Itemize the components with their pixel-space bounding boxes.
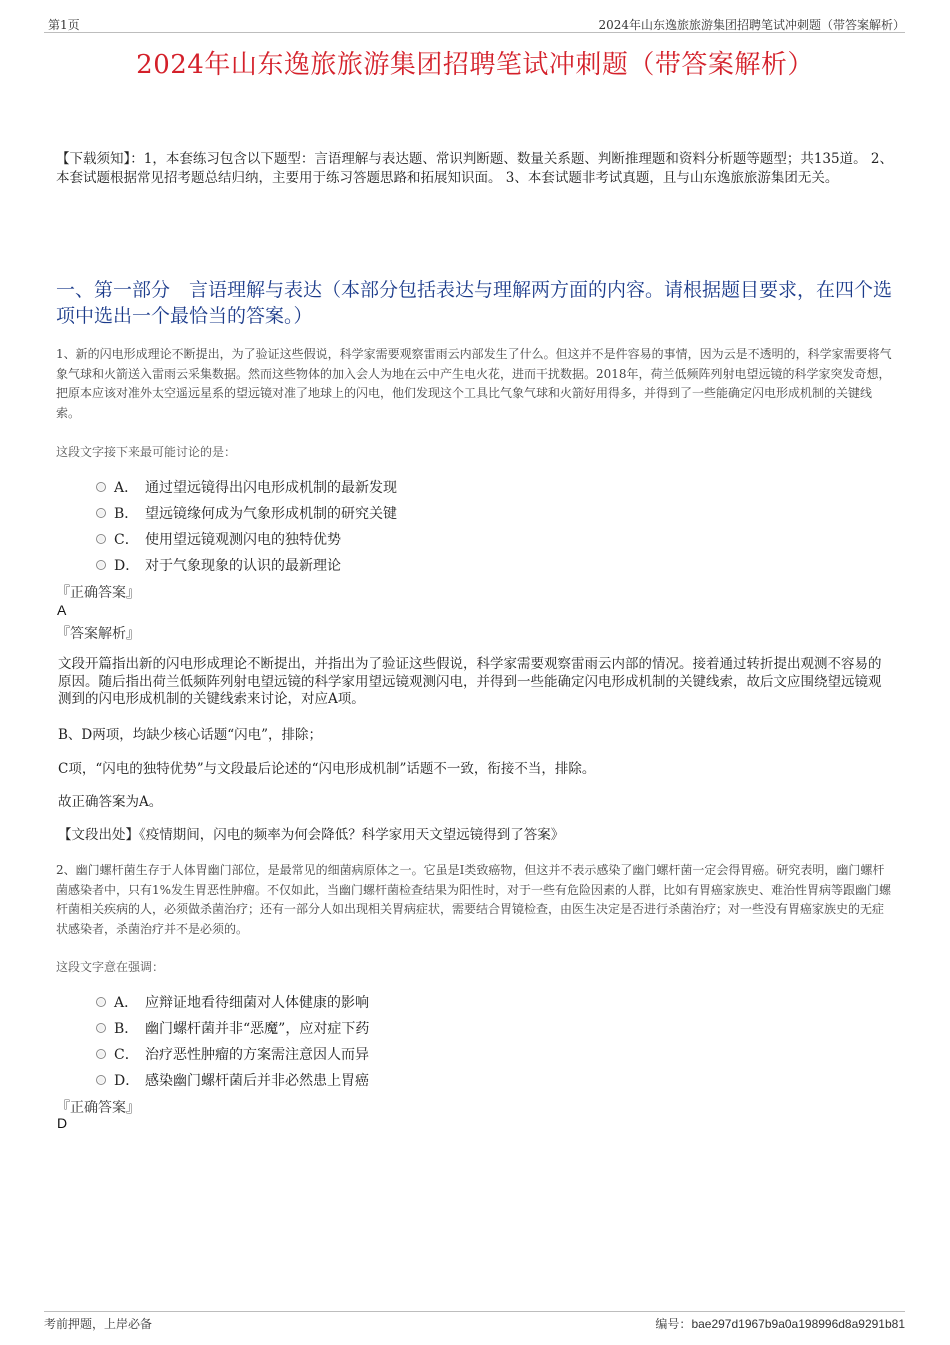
analysis-conclusion: 故正确答案为A。 (58, 794, 163, 810)
option-a[interactable]: A． 通过望远镜得出闪电形成机制的最新发现 (96, 477, 596, 503)
option-a[interactable]: A． 应辩证地看待细菌对人体健康的影响 (96, 992, 596, 1018)
option-c[interactable]: C． 使用望远镜观测闪电的独特优势 (96, 529, 596, 555)
page-footer (44, 1311, 905, 1331)
radio-icon[interactable] (96, 1049, 106, 1059)
radio-icon[interactable] (96, 997, 106, 1007)
question-1-stem: 1、新的闪电形成理论不断提出，为了验证这些假说，科学家需要观察雷雨云内部发生了什么。但这并不是件容易的事情，因为云是不透明的，科学家需要将气象气球和火箭送入雷雨云采集数据。然而这些物体的加入会人为地在云中产生电火花，进而干扰数据。2018年，荷兰低频阵列射电望远镜的科学家突发奇想，把原本应该对准外太空遥远星系的望远镜对准了地球上的闪电，他们发现这个工具比气象气球和火箭好用得多，并得到了一些能确定闪电形成机制的关键线索。 (56, 347, 892, 420)
page-number: 第1页 (48, 18, 80, 32)
document-title: 2024年山东逸旅旅游集团招聘笔试冲刺题（带答案解析） (136, 50, 814, 80)
radio-icon[interactable] (96, 1023, 106, 1033)
question-1-prompt: 这段文字接下来最可能讨论的是： (56, 445, 237, 459)
option-b[interactable]: B． 望远镜缘何成为气象形成机制的研究关键 (96, 503, 596, 529)
radio-icon[interactable] (96, 482, 106, 492)
correct-answer-label: 『正确答案』 (56, 1100, 140, 1116)
radio-icon[interactable] (96, 534, 106, 544)
radio-icon[interactable] (96, 508, 106, 518)
analysis-label: 『答案解析』 (56, 626, 140, 642)
download-notice: 【下载须知】：1，本套练习包含以下题型：言语理解与表达题、常识判断题、数量关系题、判断推理题和资料分析题等题型；共135道。 2、本套试题根据常见招考题总结归纳，主要用于练习答题思路和拓展知识面。 3、本套试题非考试真题，且与山东逸旅旅游集团无关。 (56, 151, 893, 186)
option-d[interactable]: D． 对于气象现象的认识的最新理论 (96, 555, 596, 581)
footer-slogan: 考前押题，上岸必备 (44, 1317, 153, 1331)
question-2-prompt: 这段文字意在强调： (56, 960, 165, 974)
correct-answer-value: A (57, 602, 67, 618)
option-c[interactable]: C． 治疗恶性肿瘤的方案需注意因人而异 (96, 1044, 596, 1070)
question-2-stem: 2、幽门螺杆菌生存于人体胃幽门部位，是最常见的细菌病原体之一。它虽是I类致癌物，但这并不表示感染了幽门螺杆菌一定会得胃癌。研究表明，幽门螺杆菌感染者中，只有1%发生胃恶性肿瘤。不仅如此，当幽门螺杆菌检查结果为阳性时，对于一些有危险因素的人群，比如有胃癌家族史、难治性胃病等跟幽门螺杆菌相关疾病的人，必须做杀菌治疗；还有一部分人如出现相关胃病症状，需要结合胃镜检查，由医生决定是否进行杀菌治疗；对一些没有胃癌家族史的无症状感染者，杀菌治疗并不是必须的。 (56, 863, 892, 936)
correct-answer-value: D (57, 1115, 68, 1131)
correct-answer-label: 『正确答案』 (56, 585, 140, 601)
document-code: 编号：bae297d1967b9a0a198996d8a9291b81 (655, 1317, 905, 1331)
section-heading: 一、第一部分 言语理解与表达（本部分包括表达与理解两方面的内容。请根据题目要求，在四个选项中选出一个最恰当的答案。） (56, 279, 893, 327)
header-doc-title: 2024年山东逸旅旅游集团招聘笔试冲刺题（带答案解析） (598, 18, 905, 32)
analysis-paragraph: 文段开篇指出新的闪电形成理论不断提出，并指出为了验证这些假说，科学家需要观察雷雨云内部的情况。接着通过转折提出观测不容易的原因。随后指出荷兰低频阵列射电望远镜的科学家用望远镜观测闪电，并得到一些能确定闪电形成机制的关键线索，故后文应围绕望远镜观测到的闪电形成机制的关键线索来讨论，对应A项。 (58, 656, 882, 707)
option-b[interactable]: B． 幽门螺杆菌并非“恶魔”，应对症下药 (96, 1018, 596, 1044)
analysis-paragraph: C项，“闪电的独特优势”与文段最后论述的“闪电形成机制”话题不一致，衔接不当，排除。 (58, 761, 596, 777)
radio-icon[interactable] (96, 1075, 106, 1085)
page-header (44, 14, 905, 33)
option-d[interactable]: D． 感染幽门螺杆菌后并非必然患上胃癌 (96, 1070, 596, 1096)
question-1-options (96, 477, 596, 581)
radio-icon[interactable] (96, 560, 106, 570)
text-source: 【文段出处】《疫情期间，闪电的频率为何会降低？科学家用天文望远镜得到了答案》 (58, 827, 565, 843)
analysis-paragraph: B、D两项，均缺少核心话题“闪电”，排除； (58, 727, 323, 743)
question-2-options (96, 992, 596, 1096)
